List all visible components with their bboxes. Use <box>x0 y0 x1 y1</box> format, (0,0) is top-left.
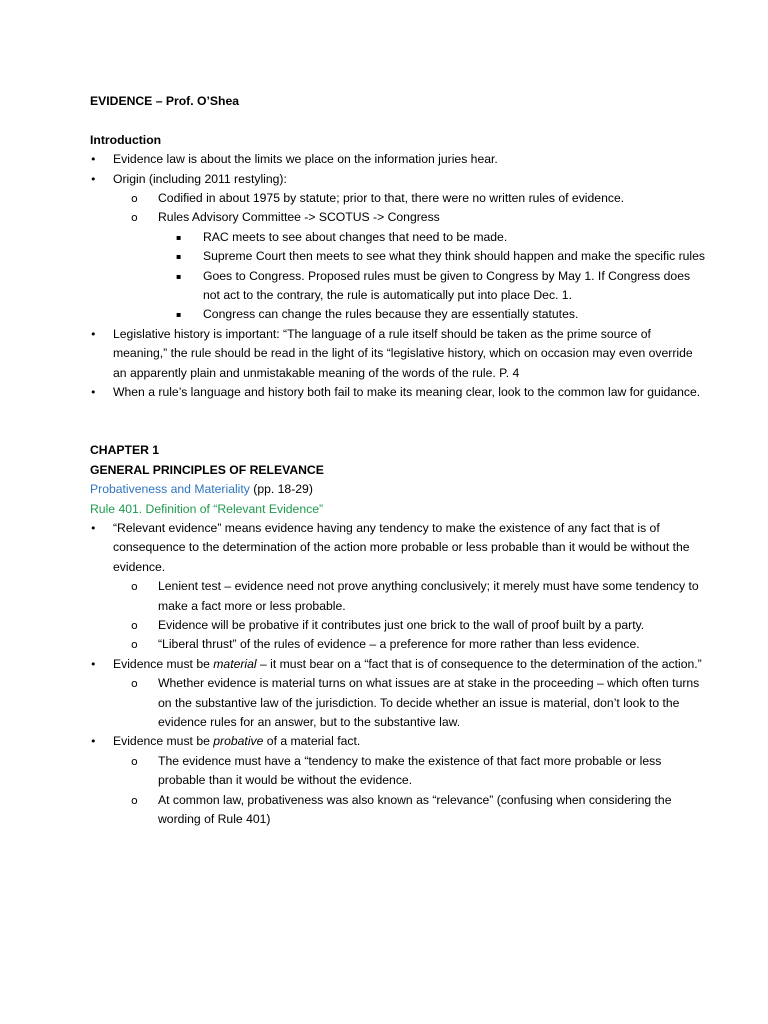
list-item: o Evidence will be probative if it contributes just one brick to the wall of proof built by a party. <box>90 616 708 635</box>
list-item: o The evidence must have a “tendency to make the existence of that fact more probable or less probable than it would be without the evidence. <box>131 753 662 788</box>
list-item: ▪ Congress can change the rules because they are essentially statutes. <box>90 305 708 324</box>
bullet-icon: • <box>90 386 97 400</box>
bullet-icon: • <box>90 735 97 749</box>
rule-title: Rule 401. Definition of “Relevant Evidence” <box>90 501 324 516</box>
list-item: • Evidence must be material – it must bear on a “fact that is of consequence to the determination of the action.” <box>90 655 708 674</box>
circle-bullet-icon: o <box>131 677 138 691</box>
document-title: EVIDENCE – Prof. O’Shea <box>90 94 239 108</box>
circle-bullet-icon: o <box>131 618 138 632</box>
chapter-list <box>90 519 708 830</box>
section-pages: (pp. 18-29) <box>249 482 313 497</box>
list-item: • When a rule’s language and history both fail to make its meaning clear, look to the common law for guidance. <box>90 383 708 402</box>
circle-bullet-icon: o <box>131 638 138 652</box>
square-bullet-icon: ▪ <box>176 271 182 281</box>
square-bullet-icon: ▪ <box>176 252 182 262</box>
list-item: • Legislative history is important: “The language of a rule itself should be taken as the prime source of meaning,” the rule should be read in the light of its “legislative history, which on occasion may even override an apparently plain and unmistakable meaning of the words of the rule. P. 4 <box>90 326 693 380</box>
circle-bullet-icon: o <box>131 580 138 594</box>
bullet-icon: • <box>90 327 97 341</box>
list-item: ▪ Supreme Court then meets to see what they think should happen and make the specific rules <box>90 247 708 266</box>
list-item: • “Relevant evidence” means evidence having any tendency to make the existence of any fact that is of consequence to the determination of the action more probable or less probable than it would be without the evidence. <box>90 520 690 574</box>
bullet-icon: • <box>90 153 97 167</box>
section-title: Probativeness and Materiality <box>90 482 250 497</box>
list-item: o Rules Advisory Committee -> SCOTUS -> Congress <box>90 208 708 227</box>
list-item: o “Liberal thrust” of the rules of evidence – a preference for more rather than less evidence. <box>90 635 708 654</box>
chapter-number: CHAPTER 1 <box>90 443 160 458</box>
bullet-icon: • <box>90 521 97 535</box>
bullet-icon: • <box>90 657 97 671</box>
list-item: ▪ Goes to Congress. Proposed rules must be given to Congress by May 1. If Congress does not act to the contrary, the rule is automatically put into place Dec. 1. <box>176 268 691 303</box>
square-bullet-icon: ▪ <box>176 310 182 320</box>
list-item: o At common law, probativeness was also known as “relevance” (confusing when considering the wording of Rule 401) <box>131 792 672 826</box>
list-item: • Evidence law is about the limits we place on the information juries hear. <box>90 150 708 169</box>
circle-bullet-icon: o <box>131 793 138 807</box>
section-heading <box>90 480 708 499</box>
introduction-heading: Introduction <box>90 132 162 147</box>
list-item: o Whether evidence is material turns on what issues are at stake in the proceeding – which often turns on the substantive law of the jurisdiction. To decide whether an issue is material, don’t look to the evidence rules for an answer, but to the substantive law. <box>131 676 700 729</box>
circle-bullet-icon: o <box>131 211 138 225</box>
spacer <box>90 402 708 441</box>
circle-bullet-icon: o <box>131 754 138 768</box>
list-item: o Lenient test – evidence need not prove anything conclusively; it merely must have some tendency to make a fact more or less probable. <box>131 579 699 613</box>
square-bullet-icon: ▪ <box>176 232 182 242</box>
chapter-title: GENERAL PRINCIPLES OF RELEVANCE <box>90 462 324 477</box>
list-item: ▪ RAC meets to see about changes that need to be made. <box>90 228 708 247</box>
spacer <box>90 111 708 130</box>
list-item: • Evidence must be probative of a material fact. <box>90 732 708 751</box>
list-item: • Origin (including 2011 restyling): <box>90 170 708 189</box>
circle-bullet-icon: o <box>131 192 138 206</box>
list-item: o Codified in about 1975 by statute; prior to that, there were no written rules of evidence. <box>90 189 708 208</box>
introduction-list <box>90 150 708 402</box>
bullet-icon: • <box>90 172 97 186</box>
